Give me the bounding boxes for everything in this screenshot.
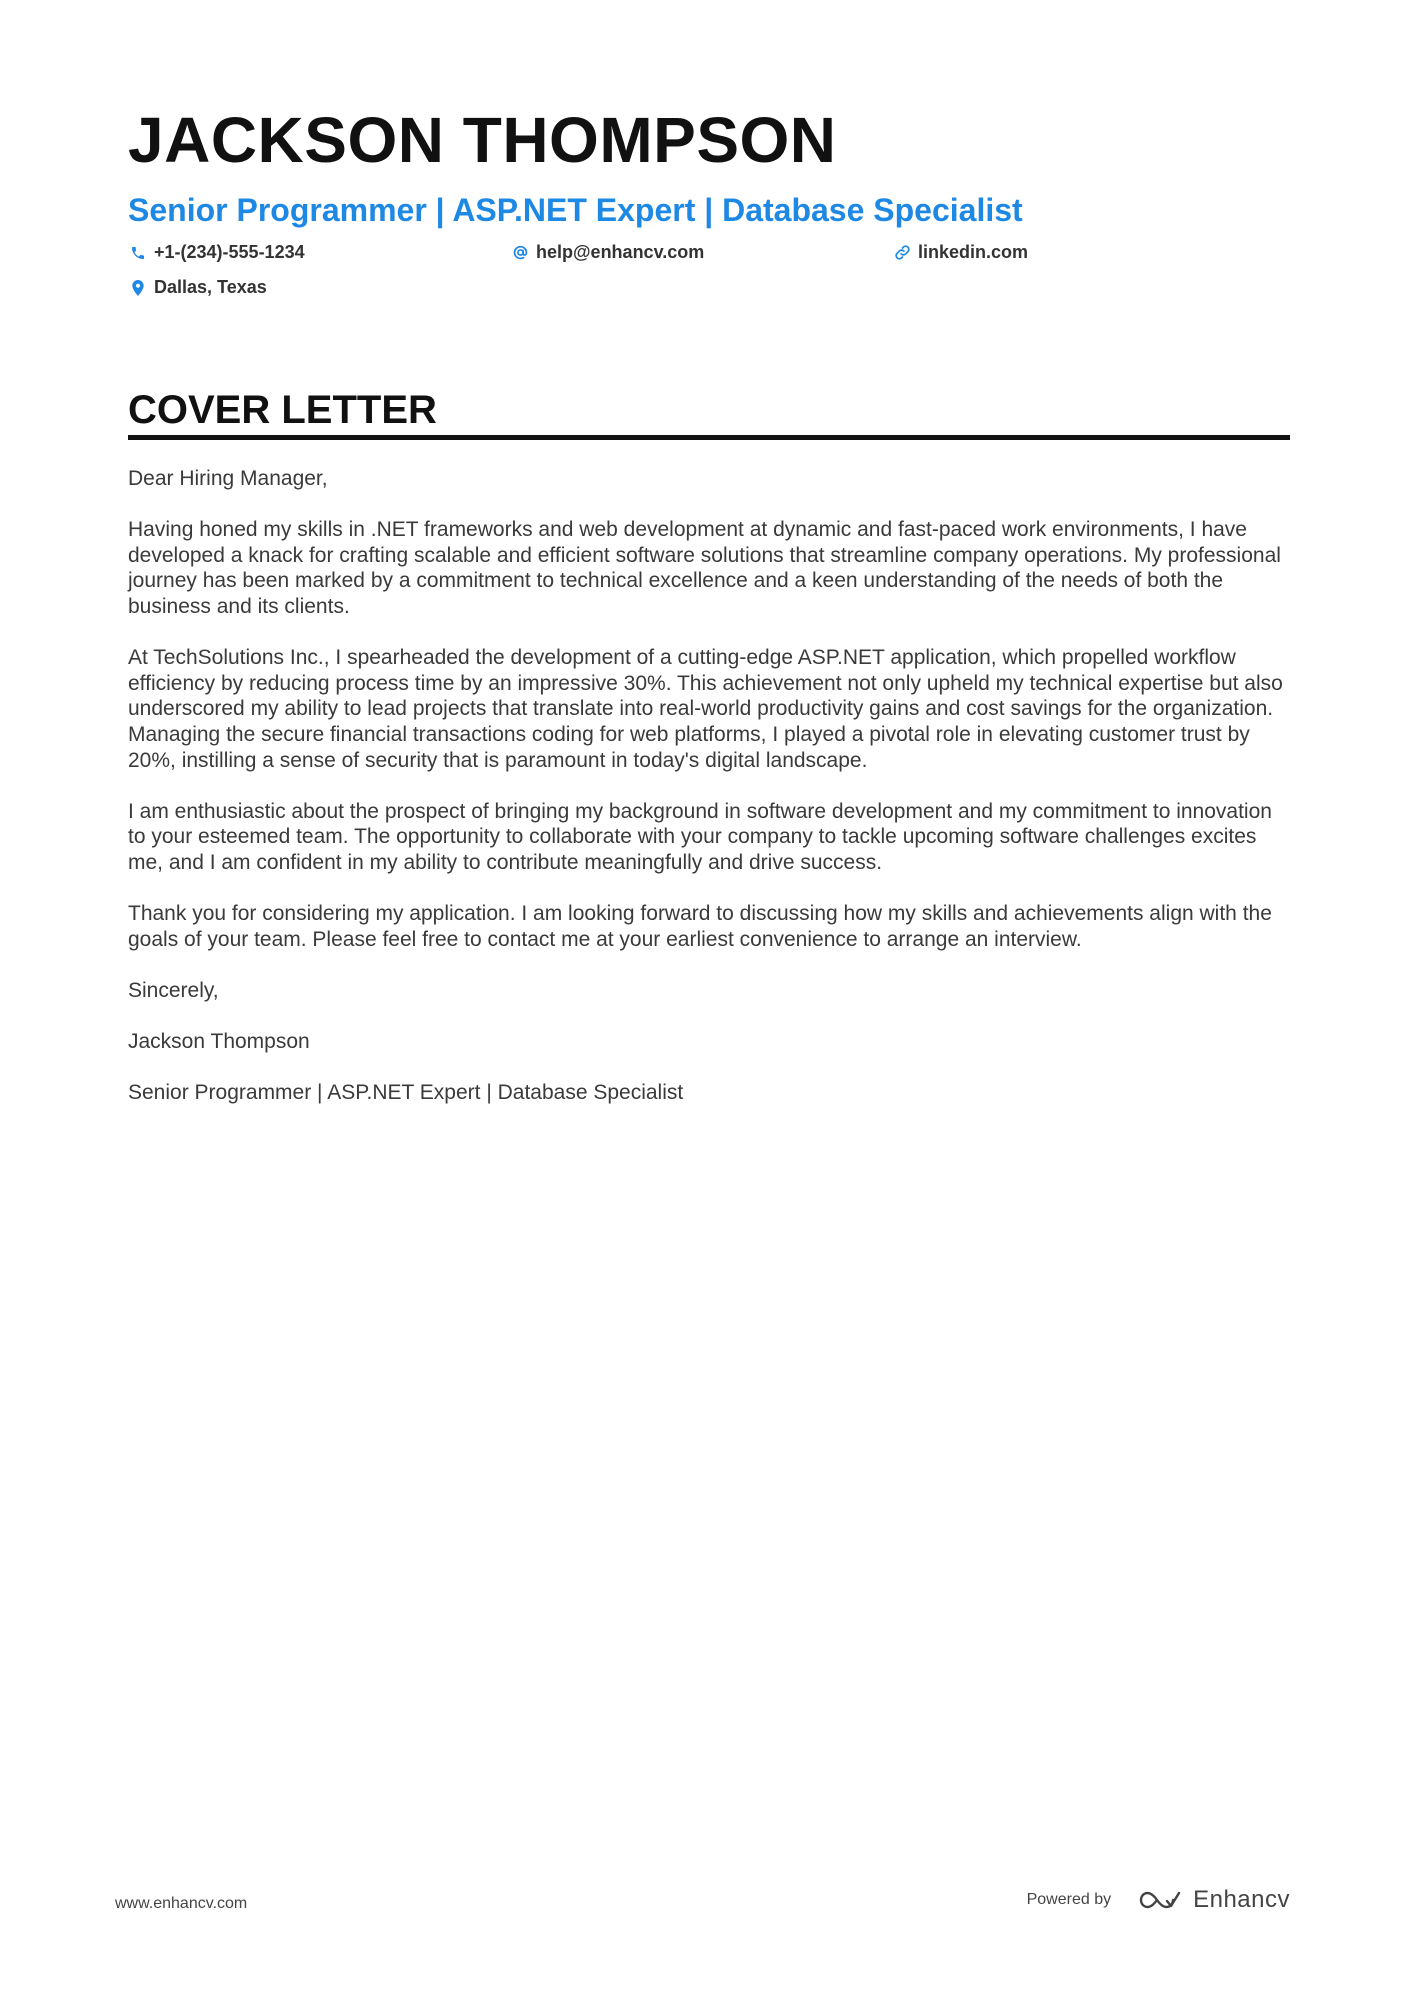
brand-name[interactable]: Enhancv: [1193, 1886, 1290, 1913]
candidate-headline: Senior Programmer | ASP.NET Expert | Database Specialist: [128, 192, 1023, 228]
letter-paragraph-2: At TechSolutions Inc., I spearheaded the development of a cutting-edge ASP.NET application, which propelled workflow efficiency by reducing process time by an impressive 30%. This achievement not only upheld my technical expertise but also underscored my ability to lead projects that translate into real-world productivity gains and cost savings for the organization. Managing the secure financial transactions coding for web platforms, I played a pivotal role in elevating customer trust by 20%, instilling a sense of security that is paramount in today's digital landscape.: [128, 646, 1283, 772]
letter-paragraph-3: I am enthusiastic about the prospect of bringing my background in software development and my commitment to innovation to your esteemed team. The opportunity to collaborate with your company to tackle upcoming software challenges excites me, and I am confident in my ability to contribute meaningfully and drive success.: [128, 799, 1272, 874]
section-title: COVER LETTER: [128, 388, 437, 432]
location-text: Dallas, Texas: [154, 277, 267, 297]
phone-icon: [128, 243, 148, 263]
letter-paragraph-4: Thank you for considering my application. I am looking forward to discussing how my skills and achievements align with the goals of your team. Please feel free to contact me at your earliest convenience to arrange an interview.: [128, 902, 1272, 951]
powered-by-text: Powered by: [1026, 1891, 1112, 1908]
website-link[interactable]: linkedin.com: [918, 242, 1029, 262]
signature-name: Jackson Thompson: [128, 1030, 310, 1054]
salutation: Dear Hiring Manager,: [128, 467, 328, 490]
link-icon: [892, 243, 912, 263]
email-link[interactable]: help@enhancv.com: [536, 242, 705, 262]
section-divider: [128, 435, 1290, 440]
closing: Sincerely,: [128, 978, 219, 1002]
contact-phone: [128, 242, 305, 263]
at-icon: [510, 243, 530, 263]
contact-location: [128, 277, 267, 298]
location-pin-icon: [128, 278, 148, 298]
letter-body: [128, 466, 1290, 1131]
footer-website[interactable]: www.enhancv.com: [115, 1895, 248, 1912]
candidate-name: JACKSON THOMPSON: [128, 104, 837, 176]
footer-branding: [1027, 1886, 1290, 1914]
phone-text: +1-(234)-555-1234: [154, 242, 305, 262]
contact-website: [892, 242, 1028, 263]
signature-title: Senior Programmer | ASP.NET Expert | Database Specialist: [128, 1081, 684, 1105]
enhancv-logo-icon: [1137, 1888, 1193, 1912]
letter-paragraph-1: Having honed my skills in .NET frameworks and web development at dynamic and fast-paced work environments, I have developed a knack for crafting scalable and efficient software solutions that streamline company operations. My professional journey has been marked by a commitment to technical excellence and a keen understanding of the needs of both the business and its clients.: [128, 518, 1281, 618]
contact-email: [510, 242, 704, 263]
